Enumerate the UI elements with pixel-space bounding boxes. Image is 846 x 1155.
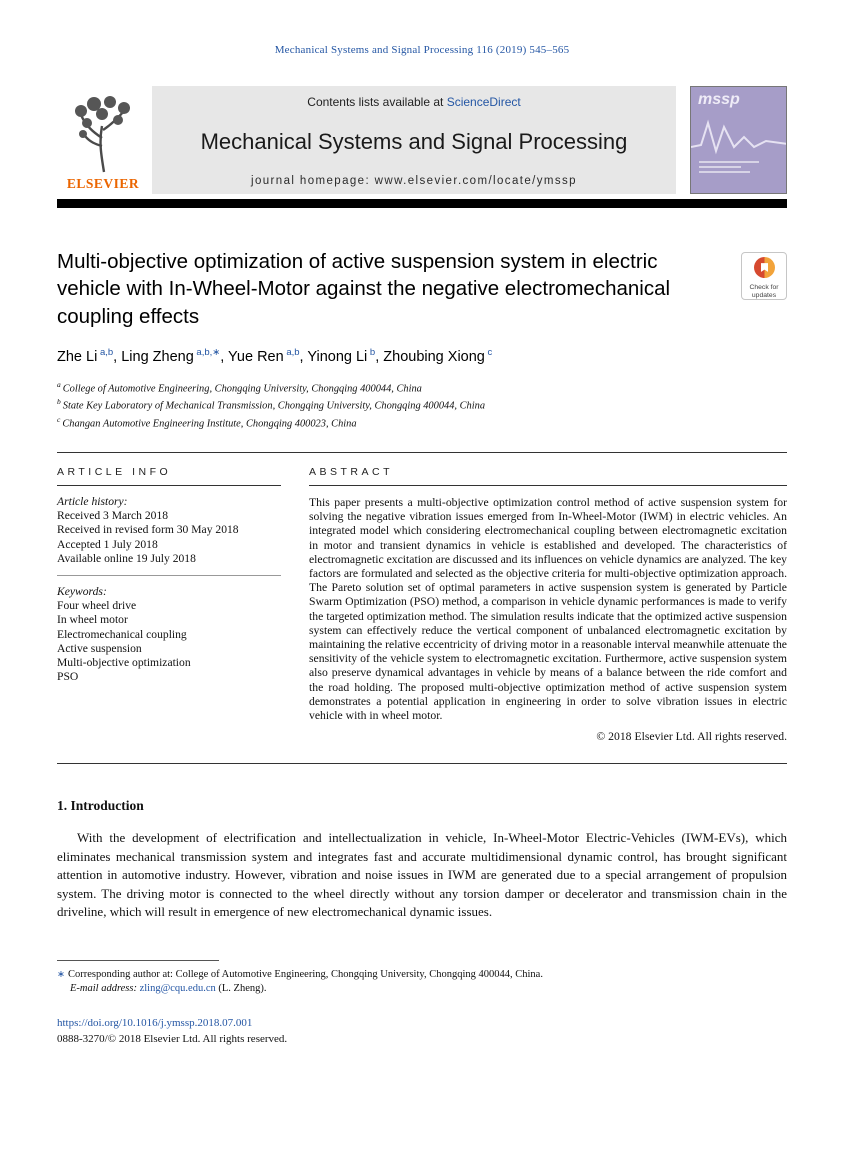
copyright-notice: © 2018 Elsevier Ltd. All rights reserved. [596,730,787,744]
author-affiliation-sup: a,b,∗ [193,346,221,358]
abstract-text: This paper presents a multi-objective optimization control method of active suspension system for solving the negative vibration issues emerged from In-Wheel-Motor (IWM) in electric vehicles. An integrated model which considering electromechanical coupling between electromagnetic excitation in motor and transient dynamics in vehicle is established and developed. The characteristics of electromagnetic excitation are discussed and its influences on vehicle dynamics are analyzed. The key factors are formulated and selected as the objective criteria for multi-objective optimization approach. The Pareto solution set of optimal parameters in active suspension system is generated by Particle Swarm Optimization (PSO) method, a comparison in vehicle dynamic performances is made to verify the targeted optimization method. The simulation results indicate that the optimized active suspension system can effectively reduce the vertical component of unbalanced electromagnetic excitation by maintaining the relative eccentricity of driving motor in a reasonable interval meanwhile attenuate the sensitivity of the vehicle system to electromagnetic excitation. Furthermore, active suspension system also preserve dynamical advantages in vehicle by means of a balance between the ride comfort and the road holding. The proposed multi-objective optimization method of active suspension system demonstrates a potential application in engineering in order to solve vibration issues in electric vehicle with in wheel motor. [309,495,787,723]
article-history [57,495,281,566]
author-affiliation-sup: a,b [97,346,114,358]
affiliation-list [57,378,787,430]
history-line: Available online 19 July 2018 [57,551,196,565]
header-divider-bar [57,199,787,208]
abstract-heading: ABSTRACT [309,466,787,486]
author-list: Zhe Li $^{a,b}$, Ling Zheng $^{a,b,∗}$, Yue Ren $^{a,b}$, Yinong Li $^b$, Zhoubing Xiong $^c$ [57,346,493,365]
corresponding-author-note: ∗ Corresponding author at: College of Automotive Engineering, Chongqing University, Chongqing 400044, China. [57,968,543,980]
journal-homepage-link[interactable]: journal homepage: www.elsevier.com/locate/ymssp [251,175,577,187]
check-for-updates-label: Check for updates [749,284,779,300]
author-affiliation-sup: b [367,346,376,358]
history-line: Received 3 March 2018 [57,509,169,523]
journal-cover-thumbnail [690,86,787,194]
keywords-list [57,599,281,684]
journal-header [57,86,787,194]
keyword: Four wheel drive [57,599,137,613]
email-note [57,982,787,997]
journal-reference [57,44,787,56]
author-name: Zhe Li [57,348,98,365]
cover-title: mssp [698,91,740,108]
journal-banner [152,86,676,194]
article-info-divider [57,575,281,576]
history-list [57,509,281,566]
intro-paragraph: With the development of electrification and intellectualization in vehicle, In-Wheel-Motor Electric-Vehicles (IWM-EVs), which eliminates mechanical transmission system and integrates fast and accurate multidimensional dynamic control, has brought significant attention in automotive industry. However, vibration and noise issues in IWM are generated due to a special arrangement of propulsion system. The driving motor is connected to the wheel directly without any torsion damper or decelerator and transmission chain in the driveline, which will result in emergence of new electromechanical dynamic issues. [57,830,787,920]
crossmark-icon [754,257,775,278]
abstract-column [309,466,787,743]
journal-title: Mechanical Systems and Signal Processing [200,129,628,154]
keyword: PSO [57,670,79,684]
affiliation: $^c$ Changan Automotive Engineering Institute, Chongqing 400023, China [57,414,357,429]
contents-line [307,95,520,109]
footnote-block [57,968,787,997]
footnote-separator [57,960,219,961]
doi-link[interactable]: https://doi.org/10.1016/j.ymssp.2018.07.001 [57,1016,253,1029]
author-affiliation-sup: c [484,346,493,358]
author-name: Ling Zheng [121,348,194,365]
sciencedirect-link[interactable]: ScienceDirect [446,95,521,109]
doi-line [57,1017,787,1029]
affiliation: $^b$ State Key Laboratory of Mechanical Transmission, Chongqing University, Chongqing 400044, China [57,397,486,412]
check-for-updates-badge[interactable] [741,252,787,300]
article-title: Multi-objective optimization of active suspension system in electric vehicle with In-Wheel-Motor against the negative electromechanical coupling effects [57,250,671,328]
cover-waveform-graphic [691,115,787,159]
intro-section-heading: 1. Introduction [57,798,144,814]
elsevier-tree-icon [71,96,135,174]
history-line: Accepted 1 July 2018 [57,537,158,551]
email-suffix: (L. Zheng). [218,983,267,995]
keyword: Active suspension [57,641,142,655]
article-history-label: Article history: [57,494,128,508]
email-label: E-mail address: [70,983,137,995]
contents-prefix: Contents lists available at [307,95,447,109]
author-name: Yinong Li [307,348,368,365]
author-name: Yue Ren [228,348,284,365]
history-line: Received in revised form 30 May 2018 [57,523,239,537]
corresponding-author-marker: ∗ [57,969,65,980]
article-info-heading: ARTICLE INFO [57,466,281,486]
email-link[interactable]: zling@cqu.edu.cn [139,983,216,995]
elsevier-wordmark: ELSEVIER [66,176,140,191]
keyword: In wheel motor [57,613,128,627]
keywords-label: Keywords: [57,585,107,598]
affiliation: $^a$ College of Automotive Engineering, Chongqing University, Chongqing 400044, China [57,379,422,395]
author-name: Zhoubing Xiong [383,348,485,365]
article-info-column [57,466,281,743]
journal-reference-link[interactable]: Mechanical Systems and Signal Processing 116 (2019) 545–565 [274,44,570,56]
section-divider-bottom [57,763,787,764]
cover-fine-print [699,161,759,176]
keyword: Multi-objective optimization [57,656,191,670]
author-affiliation-sup: a,b [283,346,300,358]
issn-copyright-line: 0888-3270/© 2018 Elsevier Ltd. All rights reserved. [57,1032,288,1045]
keyword: Electromechanical coupling [57,627,187,641]
elsevier-logo [57,86,149,194]
keywords-block [57,585,281,684]
